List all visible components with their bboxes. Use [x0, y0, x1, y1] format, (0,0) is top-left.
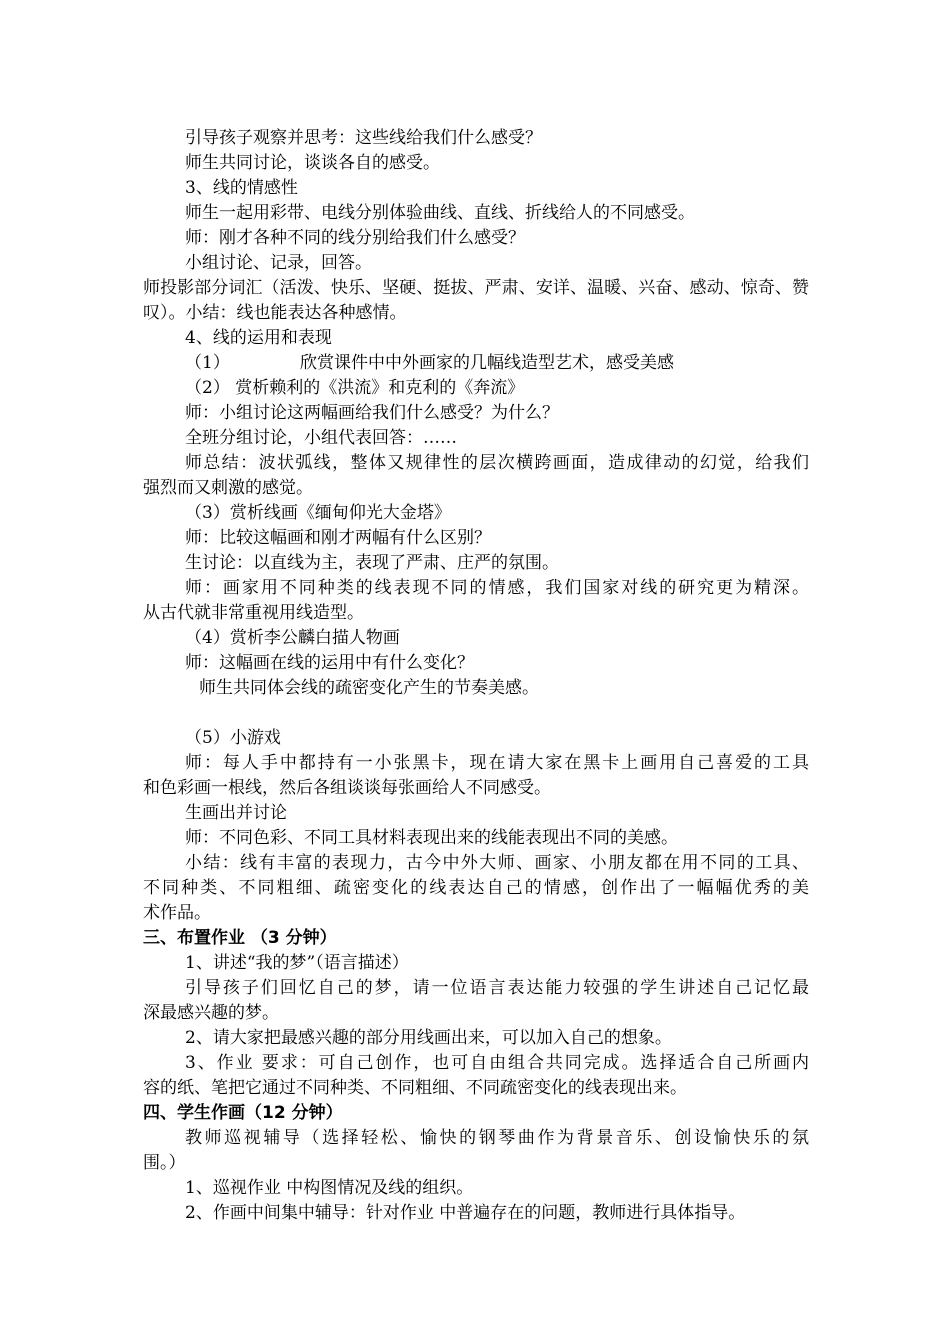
text-line: 引导孩子们回忆自己的梦，请一位语言表达能力较强的学生讲述自己记忆最	[185, 978, 809, 998]
text-line: 师：小组讨论这两幅画给我们什么感受？为什么？	[185, 403, 559, 423]
text-line: 1、巡视作业 中构图情况及线的组织。	[185, 1178, 474, 1198]
text-line: （3）赏析线画《缅甸仰光大金塔》	[185, 503, 451, 523]
text-line: 1、讲述“我的梦”（语言描述）	[185, 953, 409, 973]
text-line: 4、线的运用和表现	[185, 328, 332, 348]
text-line: 从古代就非常重视用线造型。	[143, 603, 364, 623]
text-line: 师：不同色彩、不同工具材料表现出来的线能表现出不同的美感。	[185, 828, 678, 848]
text-line: 3、线的情感性	[185, 178, 298, 198]
text-line: 围。）	[143, 1153, 186, 1173]
text-line: 深最感兴趣的梦。	[143, 1003, 279, 1023]
text-line: 师：这幅画在线的运用中有什么变化？	[185, 653, 474, 673]
text-line: 生画出并讨论	[185, 803, 287, 823]
text-line: 师投影部分词汇（活泼、快乐、坚硬、挺拔、严肃、安详、温暖、兴奋、感动、惊奇、赞	[143, 278, 809, 298]
text-line: 师：画家用不同种类的线表现不同的情感，我们国家对线的研究更为精深。	[185, 578, 809, 598]
text-line: （4）赏析李公麟白描人物画	[185, 628, 400, 648]
text-line: 师生共同体会线的疏密变化产生的节奏美感。	[199, 678, 539, 698]
text-line: （5）小游戏	[185, 728, 281, 748]
text-line: 教师巡视辅导（选择轻松、愉快的钢琴曲作为背景音乐、创设愉快乐的氛	[185, 1128, 809, 1148]
text-line: 师：比较这幅画和刚才两幅有什么区别？	[185, 528, 491, 548]
section-heading: 三、布置作业 （3 分钟）	[143, 928, 337, 948]
text-line: 师：刚才各种不同的线分别给我们什么感受？	[185, 228, 525, 248]
text-line: 全班分组讨论，小组代表回答：……	[185, 428, 457, 448]
text-line: 术作品。	[143, 903, 211, 923]
text-line: 不同种类、不同粗细、疏密变化的线表达自己的情感，创作出了一幅幅优秀的美	[143, 878, 809, 898]
text-line: 小结：线有丰富的表现力，古今中外大师、画家、小朋友都在用不同的工具、	[185, 853, 809, 873]
text-line: 师总结：波状弧线，整体又规律性的层次横跨画面，造成律动的幻觉，给我们	[185, 453, 809, 473]
text-line: 3、作业 要求：可自己创作，也可自由组合共同完成。选择适合自己所画内	[185, 1053, 809, 1073]
text-line: 生讨论：以直线为主，表现了严肃、庄严的氛围。	[185, 553, 559, 573]
text-line: 师生共同讨论，谈谈各自的感受。	[185, 153, 440, 173]
text-line: 师：每人手中都持有一小张黑卡，现在请大家在黑卡上画用自己喜爱的工具	[185, 753, 809, 773]
text-line: 容的纸、笔把它通过不同种类、不同粗细、不同疏密变化的线表现出来。	[143, 1078, 687, 1098]
text-line: 欣赏课件中中外画家的几幅线造型艺术，感受美感	[300, 353, 674, 373]
section-heading: 四、学生作画（12 分钟）	[143, 1103, 343, 1123]
text-line: 叹）。小结：线也能表达各种感情。	[143, 303, 407, 323]
text-line: 引导孩子观察并思考：这些线给我们什么感受？	[185, 128, 542, 148]
text-line: 2、请大家把最感兴趣的部分用线画出来，可以加入自己的想象。	[185, 1028, 672, 1048]
text-line: （2） 赏析赖利的《洪流》和克利的《奔流》	[185, 378, 525, 398]
text-line: 强烈而又刺激的感觉。	[143, 478, 313, 498]
text-line: 师生一起用彩带、电线分别体验曲线、直线、折线给人的不同感受。	[185, 203, 695, 223]
text-line: 和色彩画一根线，然后各组谈谈每张画给人不同感受。	[143, 778, 551, 798]
list-marker: （1）	[185, 353, 230, 373]
text-line: 2、作画中间集中辅导：针对作业 中普遍存在的问题，教师进行具体指导。	[185, 1203, 746, 1223]
text-line: 小组讨论、记录，回答。	[185, 253, 372, 273]
